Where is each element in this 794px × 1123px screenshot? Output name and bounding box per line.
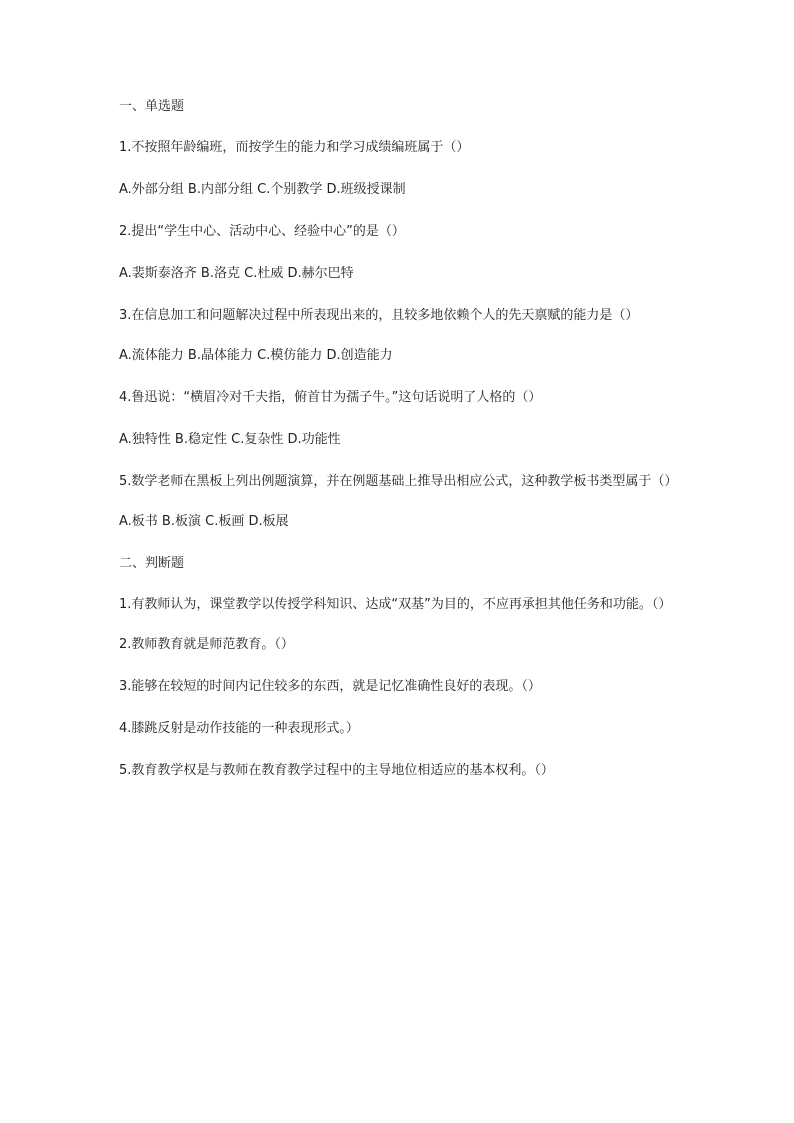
question-5-stem: 5.数学老师在黑板上列出例题演算，并在例题基础上推导出相应公式，这种教学板书类型属于（） — [119, 474, 678, 489]
question-3-options: A.流体能力 B.晶体能力 C.模仿能力 D.创造能力 — [119, 348, 393, 363]
judgment-4: 4.膝跳反射是动作技能的一种表现形式。） — [119, 721, 359, 736]
section-heading-single-choice: 一、单选题 — [119, 99, 185, 114]
judgment-1: 1.有教师认为，课堂教学以传授学科知识、达成“双基”为目的，不应再承担其他任务和功能。（） — [119, 597, 672, 612]
judgment-5: 5.教育教学权是与教师在教育教学过程中的主导地位相适应的基本权利。（） — [119, 763, 554, 778]
question-5-options: A.板书 B.板演 C.板画 D.板展 — [119, 514, 289, 529]
judgment-2: 2.教师教育就是师范教育。（） — [119, 637, 294, 652]
question-1-stem: 1.不按照年龄编班，而按学生的能力和学习成绩编班属于（） — [119, 140, 470, 155]
question-3-stem: 3.在信息加工和问题解决过程中所表现出来的，且较多地依赖个人的先天禀赋的能力是（） — [119, 308, 639, 323]
question-4-options: A.独特性 B.稳定性 C.复杂性 D.功能性 — [119, 432, 341, 447]
question-2-options: A.裴斯泰洛齐 B.洛克 C.杜威 D.赫尔巴特 — [119, 266, 354, 281]
question-1-options: A.外部分组 B.内部分组 C.个别教学 D.班级授课制 — [119, 182, 406, 197]
section-heading-true-false: 二、判断题 — [119, 556, 185, 571]
question-2-stem: 2.提出“学生中心、活动中心、经验中心”的是（） — [119, 224, 405, 239]
judgment-3: 3.能够在较短的时间内记住较多的东西，就是记忆准确性良好的表现。（） — [119, 679, 541, 694]
question-4-stem: 4.鲁迅说：“横眉冷对千夫指，俯首甘为孺子牛。”这句话说明了人格的（） — [119, 390, 542, 405]
